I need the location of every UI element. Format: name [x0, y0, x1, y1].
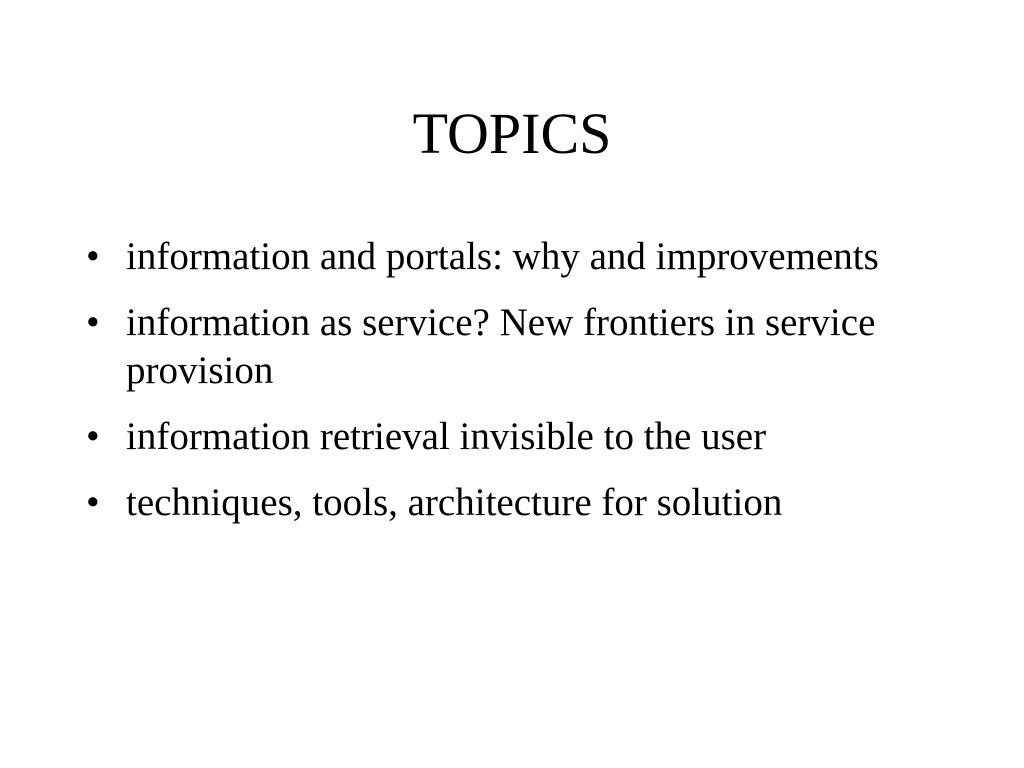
bullet-text: information and portals: why and improvements: [126, 235, 879, 278]
bullet-item: [86, 233, 946, 281]
bullet-icon: •: [86, 481, 100, 524]
bullet-item: [86, 299, 946, 395]
bullet-text: information retrieval invisible to the user: [126, 415, 767, 458]
bullet-text: information as service? New frontiers in service provision: [126, 301, 876, 392]
bullet-icon: •: [86, 301, 100, 344]
bullet-icon: •: [86, 235, 100, 278]
slide-title: TOPICS: [412, 101, 612, 166]
bullet-list: [86, 233, 946, 545]
bullet-item: [86, 479, 946, 527]
bullet-text: techniques, tools, architecture for solution: [126, 481, 783, 524]
bullet-icon: •: [86, 415, 100, 458]
bullet-item: [86, 413, 946, 461]
